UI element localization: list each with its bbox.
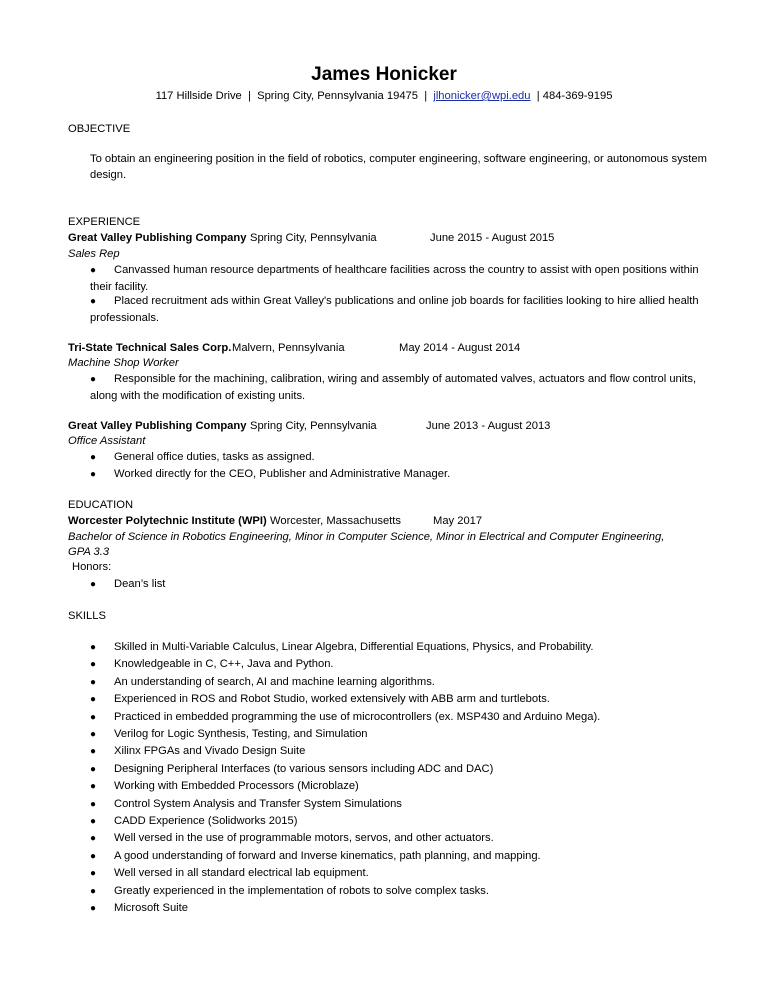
bullet-glyph: ●: [90, 746, 97, 758]
list-item: ● A good understanding of forward and Inverse kinematics, path planning, and mapping.: [90, 848, 600, 865]
job-bullet: [90, 293, 720, 326]
bullet-glyph: ●: [90, 642, 97, 653]
list-item: ● Practiced in embedded programming the use of microcontrollers (ex. MSP430 and Arduino Mega).: [90, 709, 600, 726]
list-item: ● An understanding of search, AI and machine learning algorithms.: [90, 674, 600, 691]
bullet-glyph: ●: [90, 452, 97, 463]
bullet-glyph: ●: [90, 885, 97, 897]
phone-text: | 484-369-9195: [530, 90, 613, 102]
job-bullet: [90, 371, 720, 404]
bullet-glyph: ●: [90, 265, 97, 276]
honors-label: Honors:: [72, 561, 112, 573]
bullet-text: Placed recruitment ads within Great Valley's publications and online job boards for facilities looking to hire allied health professionals.: [90, 295, 699, 324]
education-heading: EDUCATION: [68, 499, 134, 511]
bullet-glyph: ●: [90, 833, 97, 845]
bullet-glyph: ●: [90, 903, 97, 915]
list-item: ● Skilled in Multi-Variable Calculus, Linear Algebra, Differential Equations, Physics, and Probability.: [90, 639, 600, 656]
bullet-text: Worked directly for the CEO, Publisher and Administrative Manager.: [114, 468, 451, 480]
bullet-glyph: ●: [90, 469, 97, 480]
bullet-text: General office duties, tasks as assigned.: [114, 451, 315, 463]
gpa-text: GPA 3.3: [68, 546, 110, 558]
list-item: ● Greatly experienced in the implementation of robots to solve complex tasks.: [90, 883, 600, 900]
bullet-glyph: ●: [90, 659, 97, 671]
list-item: ● Well versed in all standard electrical lab equipment.: [90, 865, 600, 882]
school-location: Worcester, Massachusetts: [270, 515, 401, 527]
skills-list: [90, 639, 600, 918]
list-item: ● Knowledgeable in C, C++, Java and Python.: [90, 656, 600, 673]
bullet-glyph: ●: [90, 816, 97, 828]
job-dates: June 2013 - August 2013: [426, 420, 551, 432]
list-item: ● Microsoft Suite: [90, 900, 600, 917]
bullet-glyph: ●: [90, 850, 97, 862]
job-dates: June 2015 - August 2015: [430, 232, 555, 244]
list-item: ● Experienced in ROS and Robot Studio, worked extensively with ABB arm and turtlebots.: [90, 691, 600, 708]
job-location: Spring City, Pennsylvania: [250, 420, 377, 432]
job-company: Tri-State Technical Sales Corp.: [68, 342, 232, 354]
list-item: ● Designing Peripheral Interfaces (to various sensors including ADC and DAC): [90, 761, 600, 778]
bullet-glyph: ●: [90, 729, 97, 741]
job-bullet: [90, 466, 450, 483]
bullet-glyph: ●: [90, 711, 97, 723]
job-bullet: [90, 449, 315, 466]
job-dates: May 2014 - August 2014: [399, 342, 521, 354]
bullet-glyph: ●: [90, 296, 97, 307]
objective-heading: OBJECTIVE: [68, 123, 131, 135]
job-bullet: [90, 262, 720, 295]
address-text: 117 Hillside Drive | Spring City, Pennsylvania 19475 |: [155, 90, 434, 102]
bullet-glyph: ●: [90, 676, 97, 688]
bullet-glyph: ●: [90, 763, 97, 775]
school-name: Worcester Polytechnic Institute (WPI): [68, 515, 267, 527]
job-title: Sales Rep: [68, 248, 120, 260]
bullet-glyph: ●: [90, 579, 97, 590]
job-company: Great Valley Publishing Company: [68, 420, 247, 432]
list-item: ● Verilog for Logic Synthesis, Testing, and Simulation: [90, 726, 600, 743]
bullet-glyph: ●: [90, 868, 97, 880]
bullet-glyph: ●: [90, 694, 97, 706]
bullet-text: Responsible for the machining, calibration, wiring and assembly of automated valves, actuators and flow control units, along with the modification of existing units.: [90, 373, 697, 402]
bullet-text: Canvassed human resource departments of healthcare facilities across the country to assist with open positions within their facility.: [90, 264, 699, 293]
job-title: Office Assistant: [68, 435, 146, 447]
bullet-glyph: ●: [90, 374, 97, 385]
email-link[interactable]: jlhonicker@wpi.edu: [433, 90, 531, 102]
bullet-glyph: ●: [90, 798, 97, 810]
list-item: ● Working with Embedded Processors (Microblaze): [90, 778, 600, 795]
experience-heading: EXPERIENCE: [68, 216, 141, 228]
bullet-glyph: ●: [90, 781, 97, 793]
honors-bullet: [90, 576, 165, 593]
bullet-text: Dean’s list: [114, 578, 166, 590]
skills-heading: SKILLS: [68, 610, 106, 622]
degree-text: Bachelor of Science in Robotics Engineering, Minor in Computer Science, Minor in Electrical and Computer Engineering,: [68, 531, 665, 543]
list-item: ● Xilinx FPGAs and Vivado Design Suite: [90, 743, 600, 760]
list-item: ● Control System Analysis and Transfer System Simulations: [90, 796, 600, 813]
list-item: ● CADD Experience (Solidworks 2015): [90, 813, 600, 830]
graduation-date: May 2017: [433, 515, 483, 527]
job-title: Machine Shop Worker: [68, 357, 179, 369]
objective-text: To obtain an engineering position in the field of robotics, computer engineering, software engineering, or autonomous system design.: [90, 153, 707, 181]
applicant-name: James Honicker: [311, 64, 457, 85]
job-company: Great Valley Publishing Company: [68, 232, 247, 244]
job-location: Malvern, Pennsylvania: [232, 342, 345, 354]
contact-line: [0, 90, 768, 102]
list-item: ● Well versed in the use of programmable motors, servos, and other actuators.: [90, 830, 600, 847]
job-location: Spring City, Pennsylvania: [250, 232, 377, 244]
